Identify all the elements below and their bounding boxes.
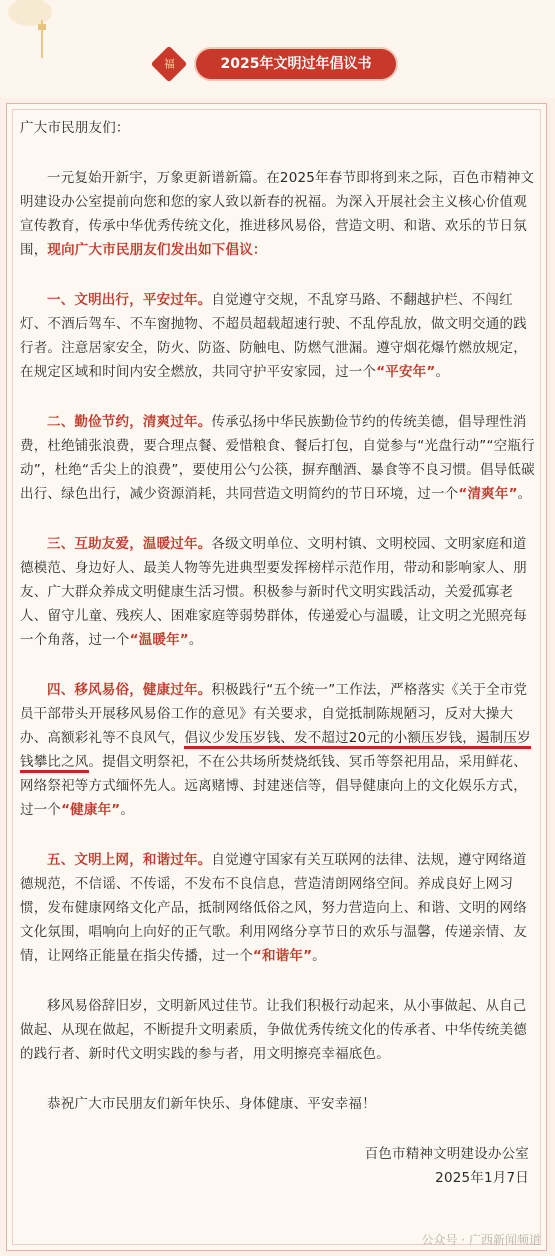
signature-org: 百色市精神文明建设办公室 [364,1146,529,1162]
section-ending: “温暖年” [129,632,189,648]
section-ending: “和谐年” [252,948,313,964]
section-body-before: 积极践行“五个统一”工作法，严格落实《关于全市党员干部带头开展移风易俗工作的意见》有关要求，自觉抵制陈规陋习，反对大操大办、高额彩礼等不良风气， [20,682,528,746]
document-body [20,116,535,1190]
intro-paragraph [20,166,535,262]
intro-text: 一元复始开新宇，万象更新谱新篇。在2025年春节即将到来之际，百色市精神文明建设办公室提前向您和您的家人致以新春的祝福。为深入开展社会主义核心价值观宣传教育，传承中华优秀传统文化，推进移风易俗，营造文明、和谐、欢乐的节日氛围， [20,170,535,258]
new-year-wish: 恭祝广大市民朋友们新年快乐、身体健康、平安幸福！ [47,1096,376,1112]
section-1 [20,288,535,384]
section-ending: “平安年” [376,364,436,380]
intro-emphasis: 现向广大市民朋友们发出如下倡议： [47,242,267,258]
page-title: 2025年文明过年倡议书 [196,49,396,79]
section-heading: 五、文明上网，和谐过年。 [47,852,212,868]
section-4 [20,678,535,822]
section-body: 自觉遵守国家有关互联网的法律、法规，遵守网络道德规范，不信谣、不传谣，不发布不良信息，营造清朗网络空间。养成良好上网习惯，发布健康网络文化产品，抵制网络低俗之风，努力营造向上、和谐、文明的网络文化氛围，唱响向上向好的正气歌。利用网络分享节日的欢乐与温馨，传递亲情、友情，让网络正能量在指尖传播，过一个 [20,852,527,964]
section-3 [20,532,535,652]
section-tail: 。 [312,948,326,964]
fu-badge: 福 [151,46,188,83]
section-body: 各级文明单位、文明村镇、文明校园、文明家庭和道德模范、身边好人、最美人物等先进典型要发挥榜样示范作用，带动和影响家人、朋友、广大群众养成文明健康生活习惯。积极参与新时代文明实践活动，关爱孤寡老人、留守儿童、残疾人、困难家庭等弱势群体，传递爱心与温暖，让文明之光照亮每一个角落，过一个 [20,536,527,648]
section-heading: 三、互助友爱，温暖过年。 [47,536,212,552]
section-body-after: 。提倡文明祭祀，不在公共场所焚烧纸钱、冥币等祭祀用品，采用鲜花、网络祭祀等方式缅怀先人。远离赌博、封建迷信等，倡导健康向上的文化娱乐方式，过一个 [20,754,527,818]
closing-paragraph: 移风易俗辞旧岁，文明新风过佳节。让我们积极行动起来，从小事做起、从自己做起、从现在做起，不断提升文明素质，争做优秀传统文化的传承者、中华传统美德的践行者、新时代文明实践的参与者，用文明擦亮幸福底色。 [20,998,527,1062]
section-2 [20,410,535,506]
section-tail: 。 [120,802,135,818]
section-tail: 。 [517,486,532,502]
section-heading: 二、勤俭节约，清爽过年。 [47,414,212,430]
highlighted-proposal: 倡议少发压岁钱、发不超过20元的小额压岁钱，遏制压岁钱攀比之风 [20,730,531,773]
section-heading: 四、移风易俗，健康过年。 [47,682,212,698]
section-body: 传承弘扬中华民族勤俭节约的传统美德，倡导理性消费，杜绝铺张浪费，要合理点餐、爱惜粮食、餐后打包，自觉参与“光盘行动”“空瓶行动”，杜绝“舌尖上的浪费”，要使用公勺公筷，摒弃酗酒、暴食等不良习惯。倡导低碳出行、绿色出行，减少资源消耗，共同营造文明简约的节日环境，过一个 [20,414,535,502]
section-body: 自觉遵守交规，不乱穿马路、不翻越护栏、不闯红灯、不酒后驾车、不车窗抛物、不超员超载超速行驶、不乱停乱放，做文明交通的践行者。注意居家安全，防火、防盗、防触电、防燃气泄漏。遵守烟花爆竹燃放规定，在规定区域和时间内安全燃放，共同守护平安家园，过一个 [20,292,527,380]
title-row [0,44,555,84]
greeting: 广大市民朋友们： [20,120,130,136]
section-tail: 。 [188,632,203,648]
section-ending: “健康年” [61,802,121,818]
section-5 [20,848,535,968]
section-heading: 一、文明出行，平安过年。 [47,292,212,308]
watermark: 公众号 · 广西新闻频道 [421,1233,541,1247]
section-tail: 。 [435,364,450,380]
signature-date: 2025年1月7日 [435,1170,529,1186]
section-ending: “清爽年” [458,486,518,502]
